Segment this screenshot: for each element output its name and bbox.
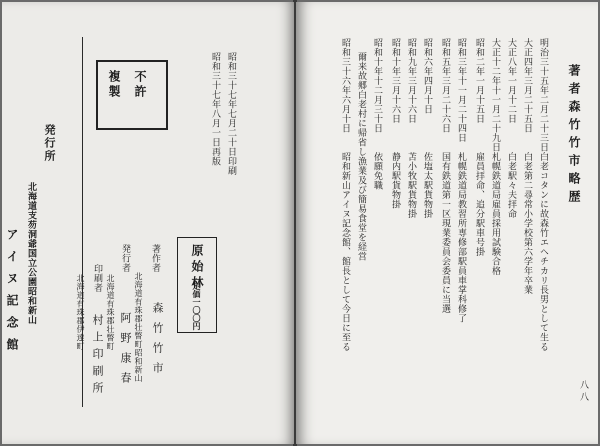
bio-date: 大正四年三月二十五日 — [522, 38, 532, 133]
colophon-page — [2, 2, 294, 444]
bio-text: 札幌鉄道局雇員採用試験合格 — [490, 152, 500, 276]
bio-date: 昭和六年四月十日 — [422, 38, 432, 114]
reprint-date: 昭和三十七年八月一日再版 — [210, 52, 220, 166]
page-number: 八八 — [578, 380, 588, 404]
bio-text: 爾来故郷白老村に帰省し漁業及び簡易食堂を経営 — [356, 52, 366, 261]
colophon-divider — [82, 37, 83, 407]
bio-date: 昭和十年三月十六日 — [390, 38, 400, 124]
publisher-address: 北海道支芴洞爺国立公園昭和新山 — [26, 182, 36, 325]
bio-date: 昭和九年三月十六日 — [406, 38, 416, 124]
bio-date: 昭和十年十二月三十日 — [372, 38, 382, 133]
no-reproduction-stamp — [96, 60, 168, 130]
author-name: 森竹竹市 — [151, 302, 164, 382]
bio-text: 札幌鉄道局教習所専修部駅員車掌科修了 — [456, 152, 466, 323]
bio-date: 大正十二年十一月二十九日 — [490, 38, 500, 152]
publisher-name: アイヌ記念館 — [5, 228, 19, 360]
bio-date: 昭和五年三月二十六日 — [440, 38, 450, 133]
bio-date: 明治三十五年二月二十三日 — [538, 38, 548, 152]
bio-text: 白老第二尋常小学校第六学年卒業 — [522, 152, 532, 295]
bio-text: 佐塩太駅貨物掛 — [422, 152, 432, 219]
bio-text: 白老駅々夫拝命 — [506, 152, 516, 219]
bio-date: 昭和三十六年六月十日 — [340, 38, 350, 133]
author-role: 著作者 — [150, 244, 160, 273]
bio-text: 雇員拝命、追分駅車号掛 — [474, 152, 484, 257]
stamp-text-permission: 不許 — [133, 70, 147, 100]
stamp-text-copy: 複製 — [107, 70, 121, 100]
bio-text: 昭和新山アイヌ記念館、館長として今日に至る — [340, 152, 350, 352]
bio-text: 依願免職 — [372, 152, 382, 190]
publisher-label: 発行所 — [43, 124, 56, 163]
biography-page — [296, 2, 598, 444]
issuer-name: 阿野康春 — [119, 312, 132, 392]
author-address: 北海道有珠郡壮瞥町昭和新山 — [134, 272, 143, 383]
book-title: 原始林 — [190, 244, 204, 292]
biography-title: 著者森竹竹市略歴 — [567, 64, 581, 208]
bio-text: 静内駅貨物掛 — [390, 152, 400, 209]
bio-date: 昭和二年一月十五日 — [474, 38, 484, 124]
printer-address: 北海道有珠郡伊達町 — [76, 274, 85, 351]
bio-text: 白老コタンに故森竹エヘチカリ長男として生る — [538, 152, 548, 352]
bio-date: 大正八年一月十二日 — [506, 38, 516, 124]
bio-text: 苫小牧駅貨物掛 — [406, 152, 416, 219]
bio-text: 国有鉄道第一区現業委員会委員に当選 — [440, 152, 450, 314]
bio-date: 昭和三年十一月二十四日 — [456, 38, 466, 143]
price-label: 定価一〇〇円 — [192, 282, 201, 330]
issuer-role: 発行者 — [120, 244, 130, 273]
printer-name: 村上印刷所 — [91, 314, 104, 399]
print-date: 昭和三十七年七月二十日印刷 — [226, 52, 236, 176]
printer-role: 印刷者 — [92, 264, 102, 293]
price-box — [177, 237, 217, 333]
issuer-address: 北海道有珠郡壮瞥町 — [106, 274, 115, 351]
